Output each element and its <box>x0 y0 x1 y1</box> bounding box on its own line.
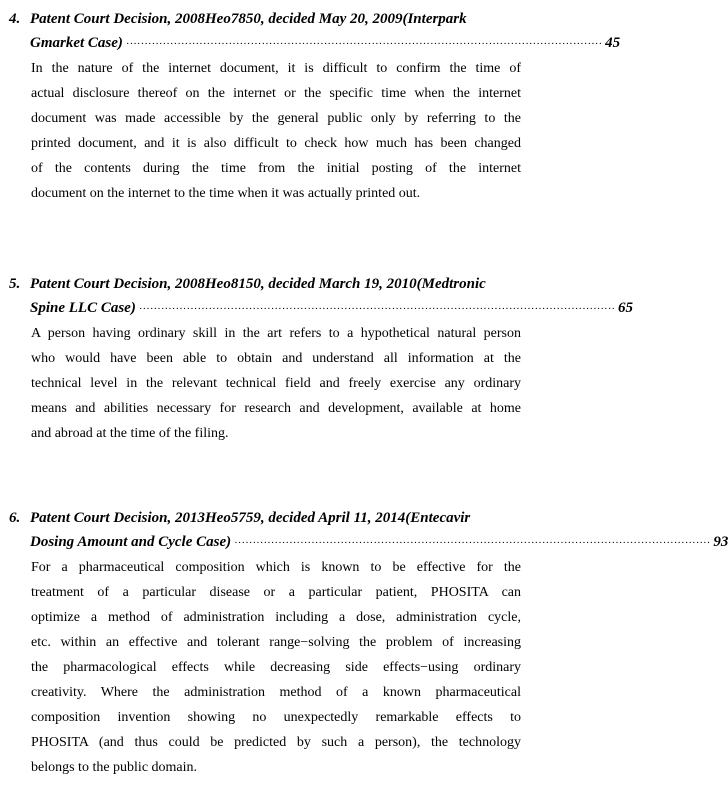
dot-leader: ·································································································································· <box>138 303 616 315</box>
entry-heading <box>9 7 621 56</box>
heading-line-2 <box>9 530 728 555</box>
summary-line: treatment of a particular disease or a particular patient, PHOSITA can <box>31 585 521 600</box>
summary-line: A person having ordinary skill in the art refers to a hypothetical natural person <box>31 326 521 341</box>
summary-line: For a pharmaceutical composition which is known to be effective for the <box>31 560 521 575</box>
heading-text: Patent Court Decision, 2013Heo5759, decided April 11, 2014(Entecavir <box>30 510 471 526</box>
dot-leader: ·································································································································· <box>125 38 603 50</box>
summary-line: actual disclosure thereof on the internet or the specific time when the internet <box>31 86 521 101</box>
entry-heading <box>9 272 634 321</box>
page-number: 45 <box>605 35 621 51</box>
entry-number: 4. <box>9 11 21 27</box>
summary-line: who would have been able to obtain and understand all information at the <box>31 351 521 366</box>
entry-4 <box>0 7 621 206</box>
entry-number: 5. <box>9 276 21 292</box>
heading-line-1 <box>9 272 521 296</box>
summary-line: etc. within an effective and tolerant range−solving the problem of increasing <box>31 635 521 650</box>
entry-5 <box>0 272 634 446</box>
entry-summary <box>31 555 521 780</box>
dot-leader: ·································································································································· <box>234 537 711 549</box>
summary-line: the pharmacological effects while decreasing side effects−using ordinary <box>31 660 521 675</box>
summary-line: belongs to the public domain. <box>31 760 198 775</box>
heading-line-2 <box>9 296 634 321</box>
summary-line: and abroad at the time of the filing. <box>31 426 229 441</box>
entry-summary <box>31 56 521 206</box>
heading-text: Patent Court Decision, 2008Heo7850, decided May 20, 2009(Interpark <box>30 11 467 27</box>
heading-text-cont: Dosing Amount and Cycle Case) <box>30 534 232 550</box>
entry-number: 6. <box>9 510 21 526</box>
summary-line: In the nature of the internet document, it is difficult to confirm the time of <box>31 61 521 76</box>
page-number: 93 <box>713 534 728 550</box>
heading-line-1 <box>9 506 521 530</box>
heading-line-2 <box>9 31 621 56</box>
entry-summary <box>31 321 521 446</box>
summary-line: printed document, and it is also difficult to check how much has been changed <box>31 136 521 151</box>
heading-text-cont: Spine LLC Case) <box>30 300 136 316</box>
summary-line: technical level in the relevant technical field and freely exercise any ordinary <box>31 376 521 391</box>
heading-line-1 <box>9 7 521 31</box>
heading-text: Patent Court Decision, 2008Heo8150, decided March 19, 2010(Medtronic <box>30 276 486 292</box>
summary-line: optimize a method of administration including a dose, administration cycle, <box>31 610 521 625</box>
heading-text-cont: Gmarket Case) <box>30 35 123 51</box>
summary-line: composition invention showing no unexpectedly remarkable effects to <box>31 710 521 725</box>
summary-line: document was made accessible by the general public only by referring to the <box>31 111 521 126</box>
page-number: 65 <box>618 300 634 316</box>
summary-line: document on the internet to the time when it was actually printed out. <box>31 186 421 201</box>
summary-line: means and abilities necessary for research and development, available at home <box>31 401 521 416</box>
summary-line: PHOSITA (and thus could be predicted by such a person), the technology <box>31 735 521 750</box>
summary-line: creativity. Where the administration method of a known pharmaceutical <box>31 685 521 700</box>
entry-6 <box>0 506 728 780</box>
entry-heading <box>9 506 728 555</box>
summary-line: of the contents during the time from the initial posting of the internet <box>31 161 521 176</box>
